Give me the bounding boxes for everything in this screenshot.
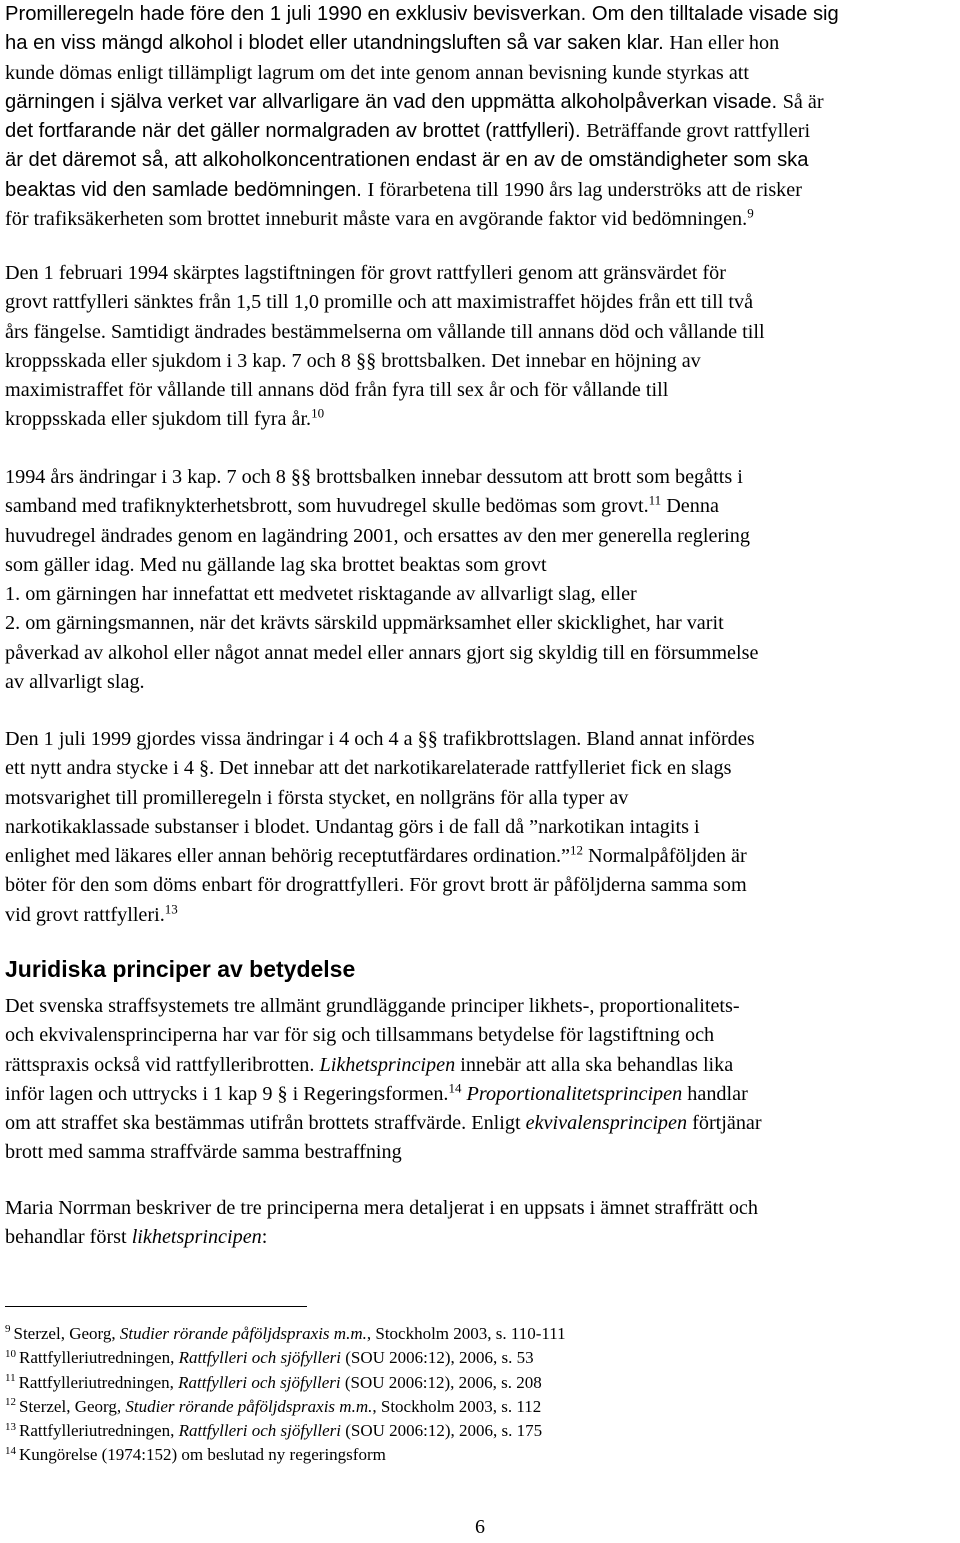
text-line bbox=[5, 463, 758, 492]
text-line bbox=[5, 871, 755, 900]
footnote-text: Rattfylleriutredningen, bbox=[19, 1421, 179, 1441]
footnote-text: , Stockholm 2003, s. 112 bbox=[372, 1396, 542, 1416]
footnote-ref: 14 bbox=[448, 1080, 462, 1096]
text-line bbox=[5, 668, 758, 697]
text-segment: grovt rattfylleri sänktes från 1,5 till 1,0 promille och att maximistraffet höjdes från ett till två bbox=[5, 291, 754, 314]
text-line bbox=[5, 1080, 762, 1109]
text-segment: är det däremot så, att alkoholkoncentrationen endast är en av de omständigheter som ska bbox=[5, 149, 809, 172]
text-line bbox=[5, 176, 839, 205]
text-segment: Det svenska straffsystemets tre allmänt grundläggande principer likhets-, proportionalitets- bbox=[5, 995, 740, 1017]
footnote-item bbox=[5, 1322, 566, 1346]
text-segment: huvudregel ändrades genom en lagändring 2001, och ersattes av den mer generella reglering bbox=[5, 524, 750, 547]
footnote-text: , Stockholm 2003, s. 110-111 bbox=[366, 1324, 566, 1343]
text-segment: enlighet med läkares eller annan behörig receptutfärdares ordination.” bbox=[5, 845, 570, 868]
text-line bbox=[5, 813, 755, 842]
text-line bbox=[5, 522, 758, 551]
text-segment: kroppsskada eller sjukdom i 3 kap. 7 och 8 §§ brottsbalken. bbox=[5, 349, 492, 372]
text-segment: av allvarligt slag. bbox=[5, 671, 145, 694]
text-line bbox=[5, 1194, 758, 1223]
text-segment: handlar bbox=[682, 1082, 748, 1105]
paragraph-principer bbox=[5, 992, 762, 1168]
footnote-text: Rattfylleri och sjöfylleri bbox=[178, 1348, 341, 1368]
page-number: 6 bbox=[475, 1516, 485, 1538]
text-segment: ha en viss mängd alkohol i blodet eller utandningsluften så var saken klar. bbox=[5, 32, 670, 55]
text-line bbox=[5, 551, 758, 580]
text-line bbox=[5, 59, 839, 88]
text-line bbox=[5, 754, 755, 783]
text-line bbox=[5, 376, 765, 405]
text-segment: Det innebar en höjning av bbox=[491, 349, 701, 372]
footnote-ref: 11 bbox=[648, 492, 662, 508]
text-segment: samband med trafiknykterhetsbrott, som huvudregel skulle bedömas som grovt. bbox=[5, 495, 649, 518]
text-segment: Denna bbox=[661, 495, 719, 518]
text-segment: likhetsprincipen bbox=[131, 1226, 262, 1249]
footnote-number: 10 bbox=[5, 1347, 16, 1360]
text-segment: 1. om gärningen har innefattat ett medvetet risktagande av allvarligt slag, eller bbox=[5, 583, 637, 606]
text-segment: förtjänar bbox=[687, 1112, 762, 1135]
text-segment: 1994 års ändringar i 3 kap. bbox=[5, 466, 227, 488]
text-segment: innebär att alla ska behandlas lika bbox=[455, 1053, 734, 1076]
text-line bbox=[5, 146, 839, 175]
footnote-item bbox=[5, 1419, 566, 1443]
paragraph-1999-andringar bbox=[5, 725, 755, 930]
paragraph-1994-skarpning bbox=[5, 259, 765, 435]
text-line bbox=[5, 725, 755, 754]
text-segment: rättspraxis också vid rattfylleribrotten. bbox=[5, 1053, 320, 1076]
text-segment: maximistraffet för vållande till annans död från fyra till sex år och för vållande till bbox=[5, 379, 669, 402]
footnote-item bbox=[5, 1395, 566, 1419]
footnote-number: 12 bbox=[5, 1396, 16, 1409]
paragraph-1994-andringar bbox=[5, 463, 758, 697]
text-segment: Med nu gällande lag ska brottet beaktas som grovt bbox=[139, 553, 547, 576]
footnote-ref: 9 bbox=[747, 205, 754, 221]
text-segment: det fortfarande när det gäller normalgraden av brottet (rattfylleri). bbox=[5, 120, 587, 143]
footnote-text: (SOU 2006:12), 2006, s. 175 bbox=[341, 1421, 543, 1441]
footnote-text: Sterzel, Georg, bbox=[19, 1396, 126, 1416]
text-line bbox=[5, 1021, 762, 1050]
paragraph-promilleregeln bbox=[5, 0, 839, 234]
footnote-text: (SOU 2006:12), 2006, s. 208 bbox=[340, 1372, 542, 1392]
text-segment: Likhetsprincipen bbox=[319, 1053, 456, 1076]
text-segment: Enligt bbox=[471, 1112, 526, 1135]
text-segment: 2. om gärningsmannen, när det krävts särskild uppmärksamhet eller skicklighet, har varit bbox=[5, 612, 724, 635]
text-segment: Det innebar att det narkotikarelaterade rattfylleriet fick en slags bbox=[219, 757, 732, 780]
text-line bbox=[5, 405, 765, 434]
text-line bbox=[5, 29, 839, 58]
text-segment: som gäller idag. bbox=[5, 553, 140, 576]
text-line bbox=[5, 117, 839, 146]
text-segment: Den 1 juli 1999 gjordes vissa ändringar i 4 och 4 a §§ trafikbrottslagen. bbox=[5, 728, 587, 750]
text-line bbox=[5, 1223, 758, 1252]
text-segment: behandlar först bbox=[5, 1226, 132, 1249]
text-segment: Maria Norrman beskriver de tre principerna mera detaljerat i en uppsats i ämnet straffrätt och bbox=[5, 1197, 758, 1219]
text-line bbox=[5, 318, 765, 347]
text-segment: för trafiksäkerheten som brottet inneburit måste vara en avgörande faktor vid bedömningen. bbox=[5, 208, 748, 231]
text-line bbox=[5, 347, 765, 376]
footnote-text: Sterzel, Georg, bbox=[13, 1324, 120, 1343]
text-segment: Undantag görs i de fall då ”narkotikan intagits i bbox=[315, 815, 700, 838]
text-segment: narkotikaklassade substanser i blodet. bbox=[5, 815, 316, 838]
text-line bbox=[5, 1051, 762, 1080]
text-segment: beaktas vid den samlade bedömningen. bbox=[5, 178, 368, 201]
text-segment: vid grovt rattfylleri. bbox=[5, 903, 165, 926]
text-line bbox=[5, 784, 755, 813]
text-line bbox=[5, 1109, 762, 1138]
footnote-text: Rattfylleri och sjöfylleri bbox=[178, 1421, 341, 1441]
text-segment: ekvivalensprincipen bbox=[525, 1112, 688, 1135]
text-line bbox=[5, 992, 762, 1021]
text-line bbox=[5, 88, 839, 117]
text-segment: Bland annat infördes bbox=[586, 728, 755, 750]
text-segment: Normalpåföljden är bbox=[583, 845, 747, 868]
text-segment: om att straffet ska bestämmas utifrån brottets straffvärde. bbox=[5, 1112, 472, 1135]
text-line bbox=[5, 288, 765, 317]
footnotes bbox=[5, 1322, 566, 1468]
text-segment: ett nytt andra stycke i 4 §. bbox=[5, 757, 220, 780]
text-line bbox=[5, 492, 758, 521]
footnote-ref: 12 bbox=[570, 842, 583, 858]
footnote-item bbox=[5, 1371, 566, 1395]
footnote-item bbox=[5, 1346, 566, 1370]
text-segment: påverkad av alkohol eller något annat medel eller annars gjort sig skyldig till en försummelse bbox=[5, 641, 759, 664]
footnote-number: 14 bbox=[5, 1444, 16, 1457]
text-segment: Beträffande grovt rattfylleri bbox=[586, 120, 811, 143]
footnote-text: Rattfylleri och sjöfylleri bbox=[178, 1372, 341, 1392]
footnote-text: Rattfylleriutredningen, bbox=[18, 1372, 179, 1392]
text-segment: kroppsskada eller sjukdom till fyra år. bbox=[5, 408, 312, 431]
text-segment: : bbox=[261, 1226, 268, 1249]
footnote-number: 13 bbox=[5, 1420, 16, 1433]
text-segment: Promilleregeln hade före den 1 juli 1990 en exklusiv bevisverkan. Om den tilltalade visade sig bbox=[5, 3, 839, 25]
text-segment: Proportionalitetsprincipen bbox=[466, 1082, 683, 1105]
text-line bbox=[5, 259, 765, 288]
text-segment: 7 och 8 §§ brottsbalken innebar dessutom att brott som begåtts i bbox=[226, 466, 743, 488]
footnote-text: Studier rörande påföljdspraxis m.m. bbox=[119, 1324, 367, 1343]
text-segment: Samtidigt ändrades bestämmelserna om vållande till annans död och vållande till bbox=[110, 320, 765, 343]
text-line bbox=[5, 901, 755, 930]
footnote-number: 11 bbox=[5, 1371, 16, 1384]
text-line bbox=[5, 580, 758, 609]
section-heading: Juridiska principer av betydelse bbox=[5, 956, 356, 982]
text-segment: kunde dömas enligt tillämpligt lagrum om det inte genom annan bevisning kunde styrkas att bbox=[5, 61, 750, 84]
paragraph-norrman bbox=[5, 1194, 758, 1253]
text-line bbox=[5, 639, 758, 668]
text-segment: års fängelse. bbox=[5, 320, 111, 343]
text-segment: böter för den som döms enbart för drograttfylleri. bbox=[5, 874, 410, 897]
footnote-text: (SOU 2006:12), 2006, s. 53 bbox=[341, 1348, 534, 1368]
footnote-text: Kungörelse (1974:152) om beslutad ny regeringsform bbox=[19, 1445, 386, 1465]
text-line bbox=[5, 205, 839, 234]
text-segment: I förarbetena till 1990 års lag underströks att de risker bbox=[367, 178, 802, 201]
text-segment: motsvarighet till promilleregeln i första stycket, en nollgräns för alla typer av bbox=[5, 786, 629, 809]
footnote-text: Rattfylleriutredningen, bbox=[19, 1348, 179, 1368]
text-line bbox=[5, 0, 839, 29]
footnote-item bbox=[5, 1443, 566, 1467]
text-segment: brott med samma straffvärde samma bestraffning bbox=[5, 1141, 402, 1164]
footnote-ref: 13 bbox=[164, 901, 178, 917]
footnote-ref: 10 bbox=[311, 405, 325, 421]
text-segment: och ekvivalensprinciperna har var för sig och tillsammans betydelse för lagstiftning och bbox=[5, 1024, 715, 1047]
text-line bbox=[5, 609, 758, 638]
footnote-divider bbox=[5, 1306, 307, 1307]
text-line bbox=[5, 842, 755, 871]
text-line bbox=[5, 1138, 762, 1167]
text-segment: För grovt brott är påföljderna samma som bbox=[409, 874, 747, 897]
footnote-text: Studier rörande påföljdspraxis m.m. bbox=[125, 1396, 373, 1416]
text-segment: Den 1 februari 1994 skärptes lagstiftningen för grovt rattfylleri genom att gränsvärdet för bbox=[5, 262, 726, 284]
text-segment: inför lagen och uttrycks i 1 kap 9 § i Regeringsformen. bbox=[5, 1082, 449, 1105]
footnote-number: 9 bbox=[5, 1323, 11, 1336]
text-segment: gärningen i själva verket var allvarligare än vad den uppmätta alkoholpåverkan visade. bbox=[5, 90, 783, 113]
text-segment: Så är bbox=[782, 90, 824, 113]
text-segment: Han eller hon bbox=[669, 32, 780, 55]
